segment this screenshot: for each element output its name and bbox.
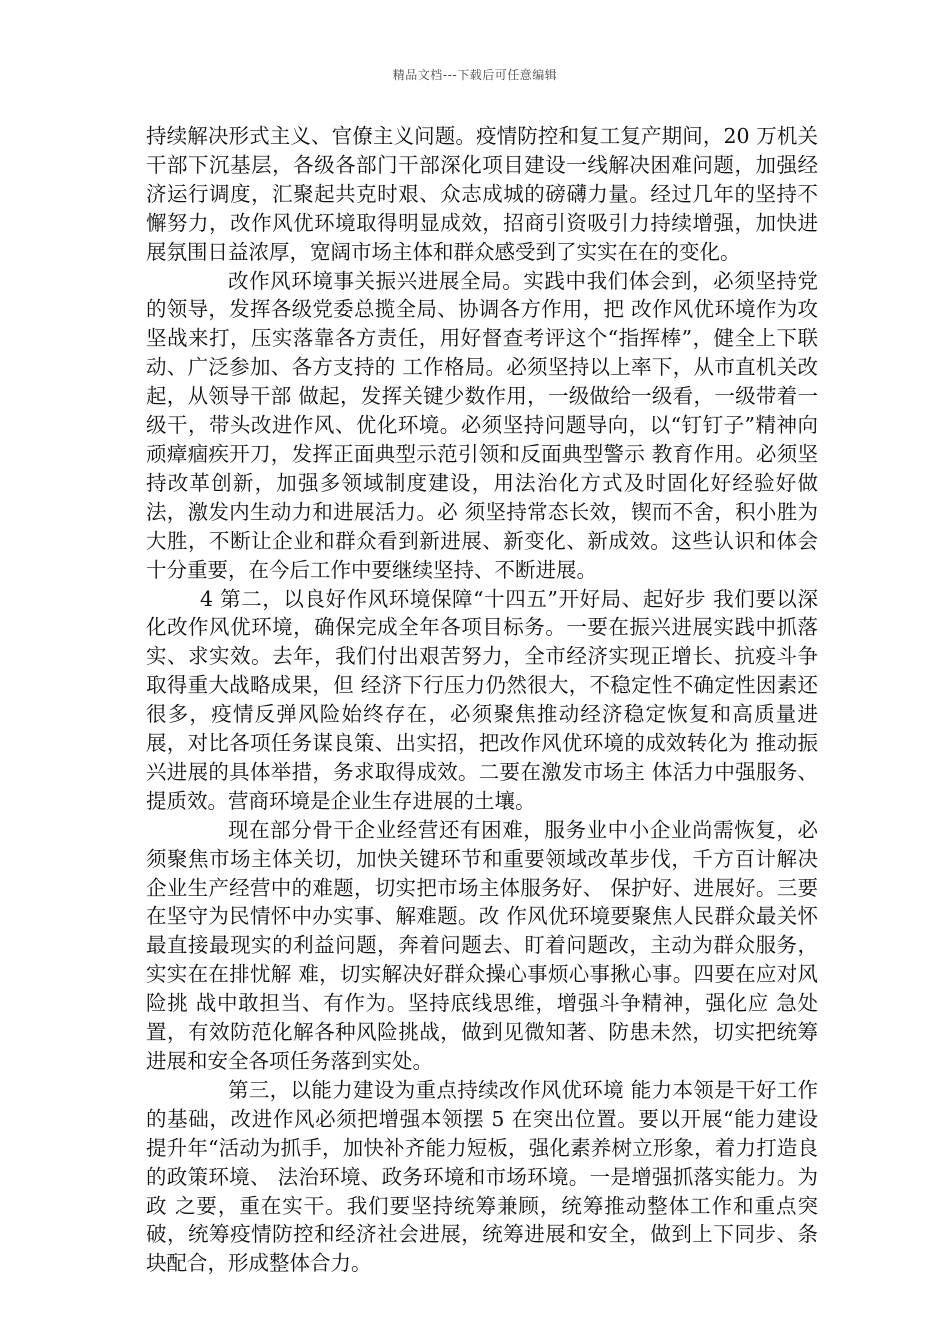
- paragraph-3: 4 第二，以良好作风环境保障“十四五”开好局、起好步 我们要以深化改作风优环境，确保完成全年各项目标务。一要在振兴进展实践中抓落实、求实效。去年，我们付出艰苦努力，全市经济实现正增长、抗疫斗争取得重大战略成果，但 经济下行压力仍然很大，不稳定性不确定性因素还很多，疫情反弹风险始终存在，必须聚焦推动经济稳定恢复和高质量进展，对比各项任务谋良策、出实招，把改作风优环境的成效转化为 推动振兴进展的具体举措，务求取得成效。二要在激发市场主 体活力中强服务、提质效。营商环境是企业生存进展的土壤。: [146, 586, 818, 813]
- paragraph-1: 持续解决形式主义、官僚主义问题。疫情防控和复工复产期间，20 万机关干部下沉基层，各级各部门干部深化项目建设一线解决困难问题，加强经济运行调度，汇聚起共克时艰、众志成城的磅礴力量。经过几年的坚持不懈努力，改作风优环境取得明显成效，招商引资吸引力持续增强，加快进展氛围日益浓厚，宽阔市场主体和群众感受到了实实在在的变化。: [146, 124, 818, 264]
- paragraph-5: 第三，以能力建设为重点持续改作风优环境 能力本领是干好工作的基础，改进作风必须把增强本领摆 5 在突出位置。要以开展“能力建设提升年“活动为抓手，加快补齐能力短板，强化素养树立形象，着力打造良的政策环境、 法治环境、政务环境和市场环境。一是增强抓落实能力。为政 之要，重在实干。我们要坚持统筹兼顾，统筹推动整体工作和重点突破，统筹疫情防控和经济社会进展，统筹进展和安全，做到上下同步、条块配合，形成整体合力。: [146, 1077, 818, 1276]
- document-body: [146, 122, 818, 1278]
- page-header: 精品文档---下载后可任意编辑: [392, 68, 558, 82]
- paragraph-2: 改作风环境事关振兴进展全局。实践中我们体会到，必须坚持党的领导，发挥各级党委总揽全局、协调各方作用，把 改作风优环境作为攻坚战来打，压实落靠各方责任，用好督查考评这个“指挥棒”，健全上下联动、广泛参加、各方支持的 工作格局。必须坚持以上率下，从市直机关改起，从领导干部 做起，发挥关键少数作用，一级做给一级看，一级带着一级干，带头改进作风、优化环境。必须坚持问题导向，以“钉钉子”精神向顽瘴痼疾开刀，发挥正面典型示范引领和反面典型警示 教育作用。必须坚持改革创新，加强多领域制度建设，用法治化方式及时固化好经验好做法，激发内生动力和进展活力。必 须坚持常态长效，锲而不舍，积小胜为大胜，不断让企业和群众看到新进展、新变化、新成效。这些认识和体会十分重要，在今后工作中要继续坚持、不断进展。: [146, 268, 818, 582]
- paragraph-4: 现在部分骨干企业经营还有困难，服务业中小企业尚需恢复，必须聚焦市场主体关切，加快关键环节和重要领域改革步伐，千方百计解决企业生产经营中的难题，切实把市场主体服务好、 保护好、进展好。三要在坚守为民情怀中办实事、解难题。改 作风优环境要聚焦人民群众最关怀最直接最现实的利益问题，奔着问题去、盯着问题改，主动为群众服务，实实在在排忧解 难，切实解决好群众操心事烦心事揪心事。四要在应对风险挑 战中敢担当、有作为。坚持底线思维，增强斗争精神，强化应 急处置，有效防范化解各种风险挑战，做到见微知著、防患未然，切实把统筹进展和安全各项任务落到实处。: [146, 817, 818, 1073]
